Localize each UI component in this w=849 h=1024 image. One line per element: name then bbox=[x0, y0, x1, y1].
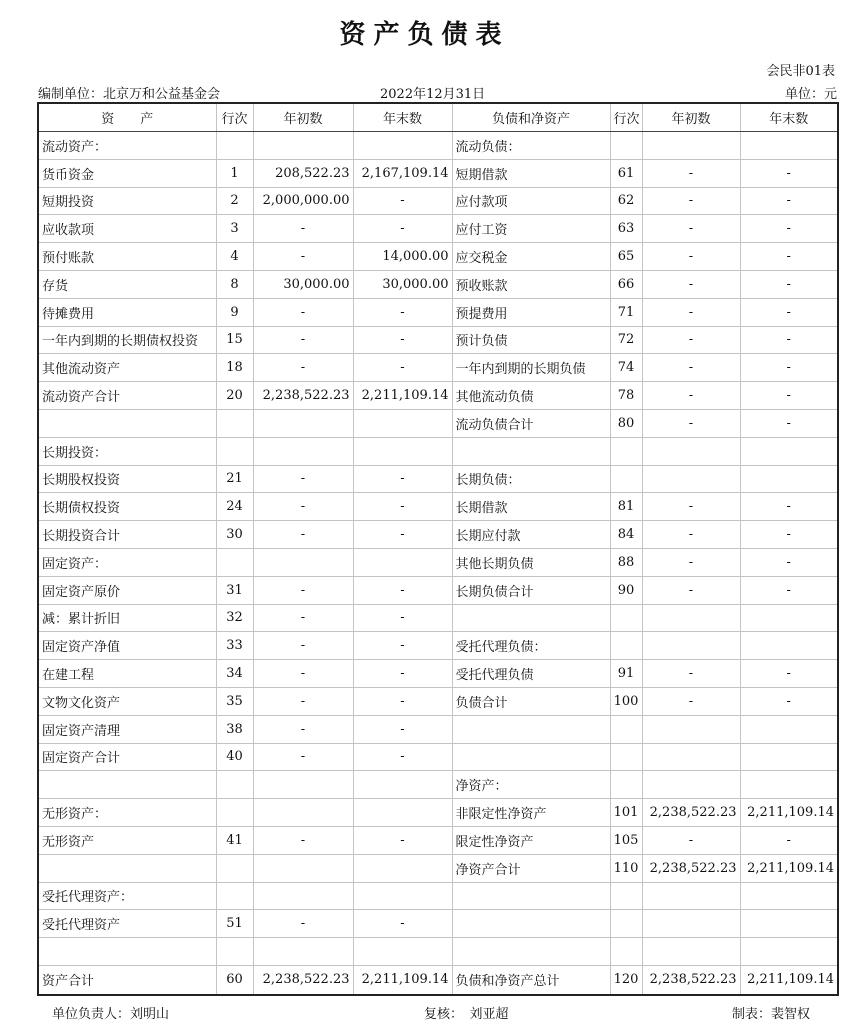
liability-line-no: 88 bbox=[610, 548, 642, 576]
liability-opening bbox=[642, 632, 740, 660]
asset-opening bbox=[253, 799, 353, 827]
liability-opening: - bbox=[642, 326, 740, 354]
col-header-opening: 年初数 bbox=[253, 103, 353, 132]
col-header-assets: 资 产 bbox=[38, 103, 216, 132]
asset-closing bbox=[353, 437, 452, 465]
asset-name: 长期债权投资 bbox=[38, 493, 216, 521]
asset-name: 短期投资 bbox=[38, 187, 216, 215]
liability-closing: - bbox=[740, 326, 838, 354]
liability-closing: - bbox=[740, 243, 838, 271]
liability-opening: - bbox=[642, 298, 740, 326]
asset-line-no: 38 bbox=[216, 715, 253, 743]
liability-opening: - bbox=[642, 493, 740, 521]
liability-closing: - bbox=[740, 521, 838, 549]
asset-name: 固定资产： bbox=[38, 548, 216, 576]
liability-name: 长期负债： bbox=[452, 465, 610, 493]
liability-line-no: 81 bbox=[610, 493, 642, 521]
asset-closing: - bbox=[353, 743, 452, 771]
asset-line-no bbox=[216, 938, 253, 966]
table-row bbox=[38, 409, 838, 437]
asset-closing: - bbox=[353, 632, 452, 660]
table-row bbox=[38, 437, 838, 465]
asset-opening: - bbox=[253, 298, 353, 326]
liability-opening: - bbox=[642, 409, 740, 437]
table-row bbox=[38, 270, 838, 298]
liability-name bbox=[452, 437, 610, 465]
liability-name: 长期应付款 bbox=[452, 521, 610, 549]
liability-closing bbox=[740, 771, 838, 799]
table-row bbox=[38, 493, 838, 521]
asset-opening: - bbox=[253, 604, 353, 632]
liability-closing bbox=[740, 437, 838, 465]
liability-opening bbox=[642, 465, 740, 493]
liability-name: 应付款项 bbox=[452, 187, 610, 215]
liability-closing bbox=[740, 910, 838, 938]
report-date: 2022年12月31日 bbox=[380, 87, 486, 102]
table-row bbox=[38, 687, 838, 715]
liability-name: 其他流动负债 bbox=[452, 382, 610, 410]
liability-name bbox=[452, 882, 610, 910]
asset-opening: - bbox=[253, 493, 353, 521]
liability-closing: - bbox=[740, 493, 838, 521]
asset-line-no: 18 bbox=[216, 354, 253, 382]
liability-name: 应交税金 bbox=[452, 243, 610, 271]
asset-opening bbox=[253, 548, 353, 576]
table-row bbox=[38, 882, 838, 910]
asset-name: 减：累计折旧 bbox=[38, 604, 216, 632]
liability-closing: - bbox=[740, 270, 838, 298]
liability-opening: - bbox=[642, 548, 740, 576]
liability-opening: - bbox=[642, 382, 740, 410]
asset-line-no: 32 bbox=[216, 604, 253, 632]
asset-name: 应收款项 bbox=[38, 215, 216, 243]
asset-name: 无形资产： bbox=[38, 799, 216, 827]
asset-closing: 14,000.00 bbox=[353, 243, 452, 271]
asset-line-no: 24 bbox=[216, 493, 253, 521]
asset-closing: - bbox=[353, 465, 452, 493]
asset-name: 货币资金 bbox=[38, 159, 216, 187]
liability-closing: - bbox=[740, 187, 838, 215]
asset-closing: 2,167,109.14 bbox=[353, 159, 452, 187]
liability-opening bbox=[642, 938, 740, 966]
liability-name: 净资产合计 bbox=[452, 854, 610, 882]
liability-opening: - bbox=[642, 576, 740, 604]
table-row bbox=[38, 854, 838, 882]
liability-opening: 2,238,522.23 bbox=[642, 854, 740, 882]
asset-line-no: 51 bbox=[216, 910, 253, 938]
liability-opening: - bbox=[642, 826, 740, 854]
table-row bbox=[38, 826, 838, 854]
table-row bbox=[38, 743, 838, 771]
asset-name: 流动资产合计 bbox=[38, 382, 216, 410]
asset-line-no: 60 bbox=[216, 965, 253, 995]
liability-opening bbox=[642, 132, 740, 160]
asset-closing: - bbox=[353, 604, 452, 632]
asset-line-no bbox=[216, 882, 253, 910]
liability-closing: - bbox=[740, 548, 838, 576]
liability-line-no bbox=[610, 632, 642, 660]
asset-opening: - bbox=[253, 576, 353, 604]
asset-closing: - bbox=[353, 826, 452, 854]
liability-closing bbox=[740, 604, 838, 632]
asset-opening bbox=[253, 409, 353, 437]
asset-closing bbox=[353, 409, 452, 437]
asset-opening: - bbox=[253, 826, 353, 854]
liability-opening bbox=[642, 437, 740, 465]
liability-line-no: 71 bbox=[610, 298, 642, 326]
asset-closing bbox=[353, 938, 452, 966]
liability-opening bbox=[642, 771, 740, 799]
asset-line-no: 41 bbox=[216, 826, 253, 854]
asset-closing bbox=[353, 799, 452, 827]
liability-line-no bbox=[610, 938, 642, 966]
liability-name: 其他长期负债 bbox=[452, 548, 610, 576]
liability-line-no: 110 bbox=[610, 854, 642, 882]
asset-closing: - bbox=[353, 354, 452, 382]
asset-name: 长期投资： bbox=[38, 437, 216, 465]
table-row bbox=[38, 660, 838, 688]
liability-line-no: 105 bbox=[610, 826, 642, 854]
asset-opening: - bbox=[253, 354, 353, 382]
asset-opening: - bbox=[253, 465, 353, 493]
liability-line-no: 78 bbox=[610, 382, 642, 410]
asset-line-no: 40 bbox=[216, 743, 253, 771]
asset-line-no bbox=[216, 132, 253, 160]
asset-closing: - bbox=[353, 521, 452, 549]
asset-opening bbox=[253, 437, 353, 465]
form-number: 会民非01表 bbox=[766, 64, 835, 79]
table-row bbox=[38, 215, 838, 243]
asset-opening: - bbox=[253, 632, 353, 660]
col-header-liabilities: 负债和净资产 bbox=[452, 103, 610, 132]
asset-line-no bbox=[216, 437, 253, 465]
liability-opening: - bbox=[642, 521, 740, 549]
table-header-row bbox=[38, 103, 838, 132]
liability-line-no: 91 bbox=[610, 660, 642, 688]
asset-name: 文物文化资产 bbox=[38, 687, 216, 715]
asset-opening bbox=[253, 771, 353, 799]
liability-closing bbox=[740, 938, 838, 966]
liability-closing bbox=[740, 715, 838, 743]
liability-opening bbox=[642, 882, 740, 910]
table-row bbox=[38, 243, 838, 271]
asset-opening: - bbox=[253, 743, 353, 771]
asset-name: 在建工程 bbox=[38, 660, 216, 688]
liability-name: 负债合计 bbox=[452, 687, 610, 715]
asset-line-no: 31 bbox=[216, 576, 253, 604]
liability-line-no bbox=[610, 882, 642, 910]
liability-name: 预收账款 bbox=[452, 270, 610, 298]
asset-opening: 208,522.23 bbox=[253, 159, 353, 187]
asset-line-no bbox=[216, 799, 253, 827]
asset-closing: - bbox=[353, 687, 452, 715]
liability-line-no: 65 bbox=[610, 243, 642, 271]
asset-opening: 30,000.00 bbox=[253, 270, 353, 298]
manager-signature: 单位负责人：刘明山 bbox=[52, 1007, 170, 1022]
table-row bbox=[38, 132, 838, 160]
liability-line-no: 101 bbox=[610, 799, 642, 827]
liability-name: 受托代理负债： bbox=[452, 632, 610, 660]
col-header-closing: 年末数 bbox=[353, 103, 452, 132]
liability-line-no: 61 bbox=[610, 159, 642, 187]
page-title: 资产负债表 bbox=[339, 20, 510, 50]
asset-name: 固定资产原价 bbox=[38, 576, 216, 604]
liability-closing bbox=[740, 465, 838, 493]
asset-opening: - bbox=[253, 715, 353, 743]
asset-line-no: 2 bbox=[216, 187, 253, 215]
liability-closing: - bbox=[740, 382, 838, 410]
asset-name: 待摊费用 bbox=[38, 298, 216, 326]
liability-line-no: 74 bbox=[610, 354, 642, 382]
liability-closing: - bbox=[740, 298, 838, 326]
liability-closing: - bbox=[740, 215, 838, 243]
asset-line-no bbox=[216, 854, 253, 882]
col-header-line-no: 行次 bbox=[610, 103, 642, 132]
asset-closing bbox=[353, 854, 452, 882]
asset-name: 固定资产合计 bbox=[38, 743, 216, 771]
liability-name: 长期负债合计 bbox=[452, 576, 610, 604]
asset-name: 其他流动资产 bbox=[38, 354, 216, 382]
asset-opening: 2,238,522.23 bbox=[253, 382, 353, 410]
asset-name: 受托代理资产： bbox=[38, 882, 216, 910]
liability-closing: 2,211,109.14 bbox=[740, 854, 838, 882]
asset-name: 长期股权投资 bbox=[38, 465, 216, 493]
liability-name bbox=[452, 938, 610, 966]
table-row bbox=[38, 771, 838, 799]
asset-opening: 2,238,522.23 bbox=[253, 965, 353, 995]
asset-closing: - bbox=[353, 187, 452, 215]
asset-name: 预付账款 bbox=[38, 243, 216, 271]
liability-name: 非限定性净资产 bbox=[452, 799, 610, 827]
liability-name: 应付工资 bbox=[452, 215, 610, 243]
liability-name: 流动负债： bbox=[452, 132, 610, 160]
asset-name: 一年内到期的长期债权投资 bbox=[38, 326, 216, 354]
liability-line-no: 90 bbox=[610, 576, 642, 604]
asset-closing bbox=[353, 548, 452, 576]
asset-closing: - bbox=[353, 215, 452, 243]
liability-opening: 2,238,522.23 bbox=[642, 965, 740, 995]
asset-opening: - bbox=[253, 687, 353, 715]
liability-line-no bbox=[610, 132, 642, 160]
asset-closing: - bbox=[353, 576, 452, 604]
asset-name bbox=[38, 771, 216, 799]
asset-closing: 2,211,109.14 bbox=[353, 965, 452, 995]
asset-closing: - bbox=[353, 715, 452, 743]
liability-opening: - bbox=[642, 660, 740, 688]
liability-name bbox=[452, 743, 610, 771]
table-row bbox=[38, 326, 838, 354]
asset-opening bbox=[253, 938, 353, 966]
liability-name: 净资产： bbox=[452, 771, 610, 799]
liability-closing bbox=[740, 632, 838, 660]
liability-opening bbox=[642, 743, 740, 771]
liability-line-no bbox=[610, 743, 642, 771]
liability-line-no bbox=[610, 771, 642, 799]
reviewer-signature: 复核： 刘亚超 bbox=[424, 1007, 509, 1022]
liability-closing bbox=[740, 882, 838, 910]
liability-line-no bbox=[610, 604, 642, 632]
asset-line-no: 3 bbox=[216, 215, 253, 243]
asset-closing: - bbox=[353, 493, 452, 521]
preparer-signature: 制表：裴智权 bbox=[732, 1007, 811, 1022]
asset-opening: - bbox=[253, 243, 353, 271]
table-row bbox=[38, 465, 838, 493]
liability-line-no bbox=[610, 465, 642, 493]
liability-line-no: 63 bbox=[610, 215, 642, 243]
asset-opening: - bbox=[253, 215, 353, 243]
asset-closing bbox=[353, 771, 452, 799]
organization-label: 编制单位：北京万和公益基金会 bbox=[38, 87, 221, 102]
table-row bbox=[38, 938, 838, 966]
liability-opening: - bbox=[642, 187, 740, 215]
asset-line-no bbox=[216, 771, 253, 799]
liability-closing bbox=[740, 743, 838, 771]
liability-opening: - bbox=[642, 159, 740, 187]
asset-line-no bbox=[216, 548, 253, 576]
asset-line-no bbox=[216, 409, 253, 437]
liability-line-no bbox=[610, 715, 642, 743]
asset-line-no: 20 bbox=[216, 382, 253, 410]
liability-opening bbox=[642, 910, 740, 938]
table-row bbox=[38, 382, 838, 410]
liability-line-no: 66 bbox=[610, 270, 642, 298]
asset-line-no: 4 bbox=[216, 243, 253, 271]
asset-closing: - bbox=[353, 910, 452, 938]
table-row bbox=[38, 604, 838, 632]
col-header-closing: 年末数 bbox=[740, 103, 838, 132]
balance-sheet-table bbox=[37, 102, 839, 996]
asset-opening bbox=[253, 132, 353, 160]
table-row bbox=[38, 576, 838, 604]
asset-name: 资产合计 bbox=[38, 965, 216, 995]
liability-opening: - bbox=[642, 243, 740, 271]
asset-name: 受托代理资产 bbox=[38, 910, 216, 938]
asset-closing bbox=[353, 132, 452, 160]
table-row bbox=[38, 910, 838, 938]
liability-line-no: 120 bbox=[610, 965, 642, 995]
liability-name: 长期借款 bbox=[452, 493, 610, 521]
asset-opening bbox=[253, 854, 353, 882]
liability-closing: - bbox=[740, 159, 838, 187]
asset-closing: 2,211,109.14 bbox=[353, 382, 452, 410]
asset-closing: 30,000.00 bbox=[353, 270, 452, 298]
liability-line-no: 72 bbox=[610, 326, 642, 354]
liability-opening: 2,238,522.23 bbox=[642, 799, 740, 827]
asset-line-no: 1 bbox=[216, 159, 253, 187]
table-row bbox=[38, 799, 838, 827]
liability-name: 短期借款 bbox=[452, 159, 610, 187]
asset-line-no: 33 bbox=[216, 632, 253, 660]
liability-name: 流动负债合计 bbox=[452, 409, 610, 437]
table-row bbox=[38, 965, 838, 995]
asset-opening: - bbox=[253, 521, 353, 549]
asset-name: 流动资产： bbox=[38, 132, 216, 160]
asset-opening: - bbox=[253, 910, 353, 938]
asset-closing: - bbox=[353, 298, 452, 326]
asset-line-no: 34 bbox=[216, 660, 253, 688]
liability-line-no: 62 bbox=[610, 187, 642, 215]
liability-closing: - bbox=[740, 660, 838, 688]
liability-opening bbox=[642, 604, 740, 632]
table-row bbox=[38, 632, 838, 660]
liability-name: 预提费用 bbox=[452, 298, 610, 326]
liability-closing: - bbox=[740, 354, 838, 382]
asset-name bbox=[38, 854, 216, 882]
liability-line-no: 84 bbox=[610, 521, 642, 549]
col-header-line-no: 行次 bbox=[216, 103, 253, 132]
asset-opening: 2,000,000.00 bbox=[253, 187, 353, 215]
table-row bbox=[38, 521, 838, 549]
liability-name: 受托代理负债 bbox=[452, 660, 610, 688]
asset-closing bbox=[353, 882, 452, 910]
liability-line-no bbox=[610, 910, 642, 938]
col-header-opening: 年初数 bbox=[642, 103, 740, 132]
liability-line-no bbox=[610, 437, 642, 465]
liability-name bbox=[452, 604, 610, 632]
asset-line-no: 8 bbox=[216, 270, 253, 298]
asset-name bbox=[38, 938, 216, 966]
liability-closing: - bbox=[740, 687, 838, 715]
asset-opening: - bbox=[253, 660, 353, 688]
asset-opening: - bbox=[253, 326, 353, 354]
liability-closing: - bbox=[740, 576, 838, 604]
table-row bbox=[38, 548, 838, 576]
liability-opening: - bbox=[642, 270, 740, 298]
liability-opening: - bbox=[642, 215, 740, 243]
liability-closing: - bbox=[740, 826, 838, 854]
asset-name: 固定资产净值 bbox=[38, 632, 216, 660]
report-meta bbox=[38, 83, 837, 101]
currency-unit: 单位：元 bbox=[784, 87, 837, 102]
liability-name bbox=[452, 910, 610, 938]
liability-closing: 2,211,109.14 bbox=[740, 799, 838, 827]
asset-closing: - bbox=[353, 326, 452, 354]
liability-name: 负债和净资产总计 bbox=[452, 965, 610, 995]
table-row bbox=[38, 715, 838, 743]
liability-name bbox=[452, 715, 610, 743]
table-row bbox=[38, 298, 838, 326]
asset-opening bbox=[253, 882, 353, 910]
table-row bbox=[38, 159, 838, 187]
liability-name: 限定性净资产 bbox=[452, 826, 610, 854]
liability-closing: - bbox=[740, 409, 838, 437]
liability-line-no: 100 bbox=[610, 687, 642, 715]
asset-closing: - bbox=[353, 660, 452, 688]
asset-name: 存货 bbox=[38, 270, 216, 298]
liability-closing bbox=[740, 132, 838, 160]
asset-name: 无形资产 bbox=[38, 826, 216, 854]
asset-line-no: 21 bbox=[216, 465, 253, 493]
liability-closing: 2,211,109.14 bbox=[740, 965, 838, 995]
asset-line-no: 15 bbox=[216, 326, 253, 354]
liability-opening: - bbox=[642, 687, 740, 715]
liability-name: 一年内到期的长期负债 bbox=[452, 354, 610, 382]
asset-line-no: 35 bbox=[216, 687, 253, 715]
liability-opening bbox=[642, 715, 740, 743]
asset-name: 固定资产清理 bbox=[38, 715, 216, 743]
asset-name bbox=[38, 409, 216, 437]
liability-line-no: 80 bbox=[610, 409, 642, 437]
asset-line-no: 9 bbox=[216, 298, 253, 326]
table-row bbox=[38, 187, 838, 215]
table-row bbox=[38, 354, 838, 382]
asset-line-no: 30 bbox=[216, 521, 253, 549]
liability-opening: - bbox=[642, 354, 740, 382]
liability-name: 预计负债 bbox=[452, 326, 610, 354]
asset-name: 长期投资合计 bbox=[38, 521, 216, 549]
